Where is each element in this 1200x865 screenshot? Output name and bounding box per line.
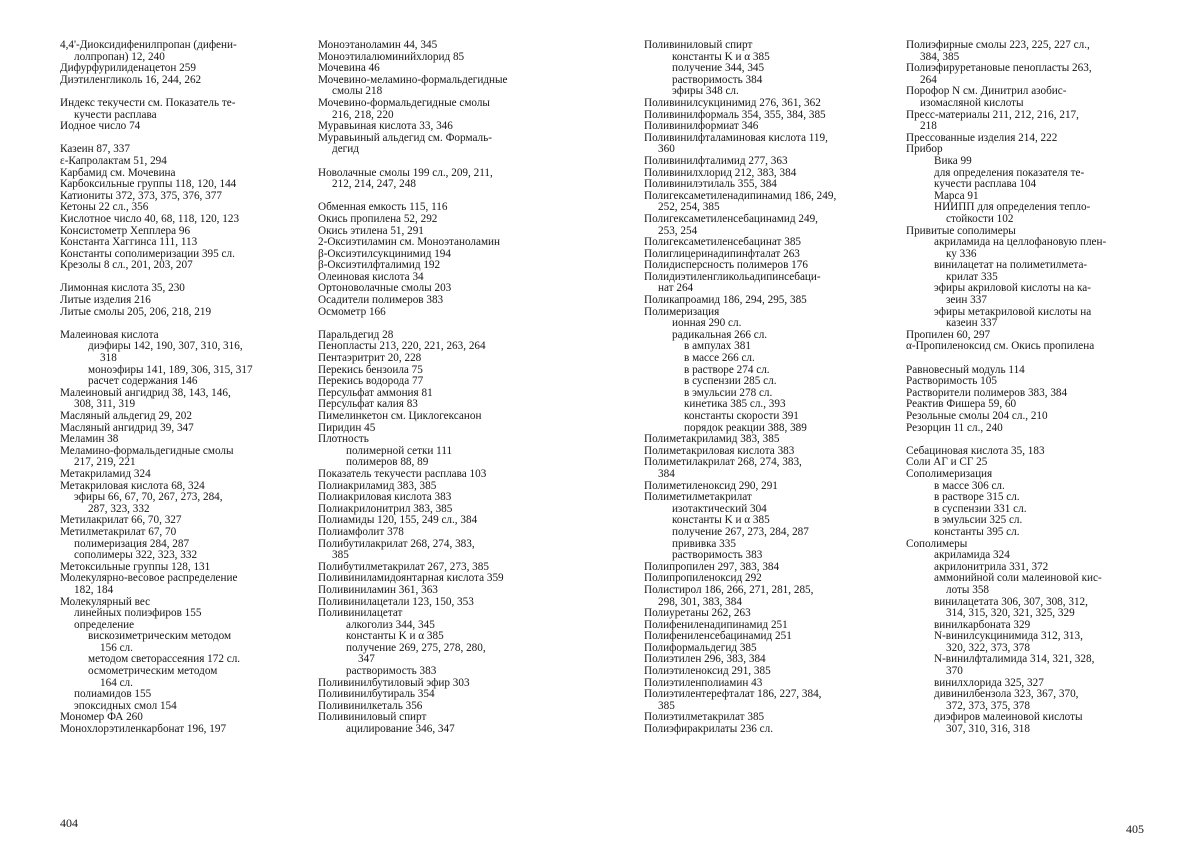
index-entry: Полимеризация (644, 305, 720, 318)
index-entry: Полипропилен 297, 383, 384 (644, 560, 780, 573)
index-subentry: алкоголиз 344, 345 (346, 618, 435, 631)
index-entry: 4,4'-Диоксидифенилпропан (дифени- (60, 39, 237, 51)
index-entry: Привитые сополимеры (906, 224, 1016, 237)
index-entry: Малеиновая кислота (60, 328, 159, 341)
index-subentry: стойкости 102 (946, 212, 1014, 225)
index-entry: Пиридин 45 (318, 421, 376, 434)
index-entry: Поливинилфталимид 277, 363 (644, 154, 788, 167)
index-subentry: константы 395 сл. (934, 525, 1020, 538)
index-entry: Полиакрилонитрил 383, 385 (318, 502, 453, 515)
index-entry: Новолачные смолы 199 сл., 209, 211, (318, 166, 493, 179)
index-entry: Полиметиленоксид 290, 291 (644, 479, 778, 492)
index-entry: Молекулярно-весовое распределение (60, 572, 238, 585)
index-entry: Катиониты 372, 373, 375, 376, 377 (60, 189, 222, 202)
index-subentry: N-винилсукцинимида 312, 313, (934, 630, 1083, 643)
entry-spacer (906, 353, 1146, 365)
index-subentry: вискозиметрическим методом (88, 630, 232, 643)
index-subentry: 347 (358, 653, 375, 666)
index-entry: Персульфат аммония 81 (318, 386, 433, 399)
index-entry: Полиэтиленоксид 291, 385 (644, 665, 771, 678)
index-subentry: в растворе 315 сл. (934, 491, 1020, 504)
index-subentry: радикальная 266 сл. (672, 328, 768, 341)
index-entry: Полиформальдегид 385 (644, 641, 757, 654)
index-subentry: в ампулах 381 (684, 340, 751, 353)
index-entry: Полиметакриловая кислота 383 (644, 444, 795, 457)
index-subentry: растворимость 383 (672, 549, 763, 562)
index-subentry: эфиры метакриловой кислоты на (934, 305, 1092, 318)
index-entry: Карбамид см. Мочевина (60, 166, 176, 179)
index-subentry: 372, 373, 375, 378 (946, 699, 1030, 712)
index-entry: Поливиниловый спирт (644, 39, 753, 51)
page-gutter (598, 0, 599, 865)
index-subentry: порядок реакции 388, 389 (684, 421, 807, 434)
index-subentry: Вика 99 (934, 154, 972, 167)
index-entry: Мочевино-меламино-формальдегидные (318, 73, 508, 86)
index-subentry: получение 267, 273, 284, 287 (672, 525, 809, 538)
index-subentry: 212, 214, 247, 248 (332, 178, 416, 191)
index-entry: Метакриловая кислота 68, 324 (60, 479, 205, 492)
index-entry: Осадители полимеров 383 (318, 294, 444, 307)
index-subentry: в суспензии 331 сл. (934, 502, 1027, 515)
index-entry: Полидиэтиленгликольадипинсебаци- (644, 270, 821, 283)
index-subentry: диэфиров малеиновой кислоты (934, 711, 1083, 724)
index-subentry: аммонийной соли малеиновой кис- (934, 572, 1102, 585)
index-subentry: прививка 335 (672, 537, 736, 550)
index-subentry: определение (74, 618, 135, 631)
index-entry: Пенопласты 213, 220, 221, 263, 264 (318, 340, 486, 353)
index-entry: Казеин 87, 337 (60, 143, 130, 156)
index-entry: Поливинилбутираль 354 (318, 688, 435, 701)
index-entry: Показатель текучести расплава 103 (318, 467, 487, 480)
index-entry: Полиамиды 120, 155, 249 сл., 384 (318, 514, 478, 527)
left-page-column-1 (60, 40, 300, 736)
index-entry: Полистирол 186, 266, 271, 281, 285, (644, 583, 814, 596)
index-entry: Диэтиленгликоль 16, 244, 262 (60, 73, 202, 86)
index-entry: Себациновая кислота 35, 183 (906, 444, 1045, 457)
index-entry: Монохлорэтиленкарбонат 196, 197 (60, 723, 227, 736)
left-page-number: 404 (60, 816, 78, 830)
index-entry: Мочевино-формальдегидные смолы (318, 96, 490, 109)
index-entry: Иодное число 74 (60, 120, 141, 133)
index-subentry: полимеров 88, 89 (346, 456, 429, 469)
index-entry: β-Оксиэтилфталимид 192 (318, 259, 441, 272)
index-entry: Ортоноволачные смолы 203 (318, 282, 452, 295)
index-entry: Поливиниламидоянтарная кислота 359 (318, 572, 504, 585)
index-entry: Полиэтилен 296, 383, 384 (644, 653, 766, 666)
index-entry: Метилакрилат 66, 70, 327 (60, 514, 182, 527)
index-entry: Полибутилакрилат 268, 274, 383, (318, 537, 475, 550)
index-entry: Меламин 38 (60, 433, 119, 446)
index-subentry: 308, 311, 319 (74, 398, 136, 411)
index-entry: Поливиниловый спирт (318, 711, 427, 724)
index-entry: Константа Хаггинса 111, 113 (60, 236, 198, 249)
index-subentry: 298, 301, 383, 384 (658, 595, 742, 608)
index-entry: Молекулярный вес (60, 595, 151, 608)
index-subentry: в суспензии 285 сл. (684, 375, 777, 388)
index-subentry: 384, 385 (920, 50, 960, 63)
index-subentry: в эмульсии 278 сл. (684, 386, 773, 399)
index-subentry: осмометрическим методом (88, 665, 218, 678)
index-entry: Дифурфурилиденацетон 259 (60, 62, 196, 75)
index-subentry: акриламида на целлофановую плен- (934, 236, 1107, 249)
index-entry: Резольные смолы 204 сл., 210 (906, 410, 1048, 422)
index-subentry: расчет содержания 146 (88, 375, 198, 388)
index-entry: Полиметилметакрилат (644, 491, 752, 504)
index-entry: Пентаэритрит 20, 228 (318, 352, 422, 365)
index-subentry: эфиры 348 сл. (672, 85, 739, 98)
index-subentry: 307, 310, 316, 318 (946, 723, 1030, 736)
index-entry: Поливинилбутиловый эфир 303 (318, 676, 470, 689)
index-entry: Поливинилформаль 354, 355, 384, 385 (644, 108, 826, 121)
index-entry: Сополимеризация (906, 467, 993, 480)
index-entry: Прибор (906, 143, 943, 156)
index-entry: Мономер ФА 260 (60, 711, 143, 724)
index-entry: Окись пропилена 52, 292 (318, 212, 438, 225)
index-entry: 2-Оксиэтиламин см. Моноэтаноламин (318, 236, 501, 249)
index-subentry: винилацетат на полиметилмета- (934, 259, 1088, 272)
index-entry: Полиэтилметакрилат 385 (644, 711, 765, 724)
index-entry: Перекись водорода 77 (318, 375, 424, 388)
index-entry: Порофор N см. Динитрил азобис- (906, 85, 1067, 98)
index-entry: Полиэтилентерефталат 186, 227, 384, (644, 688, 822, 701)
index-entry: α-Пропиленоксид см. Окись пропилена (906, 340, 1095, 353)
index-subentry: нат 264 (658, 282, 694, 295)
index-entry: Поливинилкеталь 356 (318, 699, 423, 712)
index-entry: Кислотное число 40, 68, 118, 120, 123 (60, 212, 240, 225)
index-entry: Муравьиная кислота 33, 346 (318, 120, 453, 133)
index-entry: Полифениленадипинамид 251 (644, 618, 788, 631)
index-subentry: изотактический 304 (672, 502, 767, 515)
index-entry: Полибутилметакрилат 267, 273, 385 (318, 560, 489, 573)
index-entry: Равновесный модуль 114 (906, 363, 1025, 376)
index-subentry: константы K и α 385 (672, 514, 770, 527)
index-subentry: 360 (658, 143, 675, 156)
index-subentry: получение 269, 275, 278, 280, (346, 641, 486, 654)
index-entry: Полиэфиракрилаты 236 сл. (644, 723, 774, 736)
index-entry: Метоксильные группы 128, 131 (60, 560, 211, 573)
index-subentry: винилхлорида 325, 327 (934, 676, 1044, 689)
index-entry: Полифениленсебацинамид 251 (644, 630, 792, 643)
index-entry: Консистометр Хепплера 96 (60, 224, 191, 237)
index-entry: Поливинилсукцинимид 276, 361, 362 (644, 96, 821, 109)
index-subentry: 252, 254, 385 (658, 201, 720, 214)
index-entry: Масляный ангидрид 39, 347 (60, 421, 194, 434)
index-subentry: акриламида 324 (934, 549, 1010, 562)
index-entry: Полиакриламид 383, 385 (318, 479, 437, 492)
index-subentry: дегид (332, 143, 359, 156)
index-entry: Полипропиленоксид 292 (644, 572, 762, 585)
index-subentry: 218 (920, 120, 937, 133)
index-subentry: в растворе 274 сл. (684, 363, 770, 376)
index-entry: Полиэфирные смолы 223, 225, 227 сл., (906, 39, 1090, 51)
right-page-column-2 (906, 40, 1146, 736)
index-entry: Полиэтиленполиамин 43 (644, 676, 763, 689)
right-page-column-1 (644, 40, 889, 736)
index-subentry: 253, 254 (658, 224, 698, 237)
index-entry: Полиакриловая кислота 383 (318, 491, 452, 504)
index-entry: Обменная емкость 115, 116 (318, 201, 448, 214)
index-subentry: эфиры акриловой кислоты на ка- (934, 282, 1091, 295)
index-subentry: полиамидов 155 (74, 688, 152, 701)
index-entry: Метилметакрилат 67, 70 (60, 525, 177, 538)
index-entry: Литые смолы 205, 206, 218, 219 (60, 305, 212, 318)
index-entry: Масляный альдегид 29, 202 (60, 410, 192, 422)
index-subentry: растворимость 383 (346, 665, 437, 678)
index-subentry: 385 (332, 549, 349, 562)
index-subentry: лолпропан) 12, 240 (74, 50, 165, 63)
index-entry: Пресс-материалы 211, 212, 216, 217, (906, 108, 1079, 121)
index-subentry: константы скорости 391 (684, 410, 799, 422)
index-entry: Меламино-формальдегидные смолы (60, 444, 234, 457)
index-entry: Полиуретаны 262, 263 (644, 607, 751, 620)
index-entry: Моноэтилалюминийхлорид 85 (318, 50, 465, 63)
index-entry: Прессованные изделия 214, 222 (906, 131, 1058, 144)
index-subentry: смолы 218 (332, 85, 383, 98)
index-subentry: 370 (946, 665, 963, 678)
index-subentry: изомасляной кислоты (920, 96, 1024, 109)
index-subentry: ацилирование 346, 347 (346, 723, 455, 736)
index-entry: Паральдегид 28 (318, 328, 394, 341)
index-subentry: сополимеры 322, 323, 332 (74, 549, 198, 562)
index-entry: Литые изделия 216 (60, 294, 151, 307)
index-subentry: Марса 91 (934, 189, 979, 202)
index-entry: Полигексаметиленадипинамид 186, 249, (644, 189, 837, 202)
index-entry: Растворители полимеров 383, 384 (906, 386, 1068, 399)
index-subentry: в массе 306 сл. (934, 479, 1005, 492)
index-subentry: лоты 358 (946, 583, 990, 596)
index-entry: Резорцин 11 сл., 240 (906, 421, 1003, 434)
index-subentry: 182, 184 (74, 583, 114, 596)
index-subentry: дивинилбензола 323, 367, 370, (934, 688, 1079, 701)
index-subentry: константы K и α 385 (672, 50, 770, 63)
index-subentry: N-винилфталимида 314, 321, 328, (934, 653, 1095, 666)
index-subentry: константы K и α 385 (346, 630, 444, 643)
index-entry: Сополимеры (906, 537, 968, 550)
index-entry: Муравьиный альдегид см. Формаль- (318, 131, 492, 144)
index-entry: Полиглицеринадипинфталат 263 (644, 247, 800, 260)
index-entry: Мочевина 46 (318, 62, 380, 75)
index-subentry: кинетика 385 сл., 393 (684, 398, 786, 411)
index-entry: Полиамфолит 378 (318, 525, 404, 538)
index-entry: Олеиновая кислота 34 (318, 270, 424, 283)
index-entry: Полиметилакрилат 268, 274, 383, (644, 456, 802, 469)
index-entry: Осмометр 166 (318, 305, 386, 318)
index-entry: Полигексаметиленсебацинат 385 (644, 236, 802, 249)
index-subentry: винилкарбоната 329 (934, 618, 1031, 631)
entry-spacer (318, 156, 568, 168)
index-subentry: получение 344, 345 (672, 62, 765, 75)
index-subentry: полимеризация 284, 287 (74, 537, 190, 550)
index-subentry: 385 (658, 699, 675, 712)
index-subentry: в массе 266 сл. (684, 352, 755, 365)
index-entry: Поликапроамид 186, 294, 295, 385 (644, 294, 807, 307)
index-subentry: кучести расплава 104 (934, 178, 1037, 191)
index-subentry: ионная 290 сл. (672, 317, 742, 330)
index-entry: Метакриламид 324 (60, 467, 151, 480)
left-page-column-2 (318, 40, 568, 736)
index-subentry: 314, 315, 320, 321, 325, 329 (946, 607, 1075, 620)
index-subentry: для определения показателя те- (934, 166, 1085, 179)
right-page-number: 405 (1126, 822, 1144, 836)
index-entry: Полигексаметиленсебацинамид 249, (644, 212, 818, 225)
index-entry: Кетоны 22 сл., 356 (60, 201, 149, 214)
index-entry: Моноэтаноламин 44, 345 (318, 39, 438, 51)
index-entry: Карбоксильные группы 118, 120, 144 (60, 178, 237, 191)
index-entry: Поливинилформиат 346 (644, 120, 759, 133)
index-subentry: кучести расплава (74, 108, 157, 121)
index-entry: β-Оксиэтилсукцинимид 194 (318, 247, 451, 260)
index-subentry: 156 сл. (100, 641, 133, 654)
index-entry: Лимонная кислота 35, 230 (60, 282, 185, 295)
index-subentry: эпоксидных смол 154 (74, 699, 177, 712)
index-entry: Константы сополимеризации 395 сл. (60, 247, 235, 260)
index-subentry: 318 (100, 352, 117, 365)
index-entry: Плотность (318, 433, 369, 446)
index-entry: Полиэфируретановые пенопласты 263, (906, 62, 1092, 75)
index-subentry: растворимость 384 (672, 73, 763, 86)
index-entry: Окись этилена 51, 291 (318, 224, 424, 237)
index-entry: Поливинилацетат (318, 607, 403, 620)
index-entry: Полидисперсность полимеров 176 (644, 259, 808, 272)
index-subentry: зеин 337 (946, 294, 987, 307)
index-subentry: 320, 322, 373, 378 (946, 641, 1030, 654)
index-entry: Растворимость 105 (906, 375, 997, 388)
index-subentry: винилацетата 306, 307, 308, 312, (934, 595, 1088, 608)
index-subentry: 217, 219, 221 (74, 456, 136, 469)
index-subentry: в эмульсии 325 сл. (934, 514, 1023, 527)
index-subentry: 164 сл. (100, 676, 133, 689)
index-subentry: 264 (920, 73, 937, 86)
index-entry: Поливинилацетали 123, 150, 353 (318, 595, 474, 608)
index-subentry: казеин 337 (946, 317, 998, 330)
index-entry: Персульфат калия 83 (318, 398, 418, 411)
index-subentry: 216, 218, 220 (332, 108, 394, 121)
index-entry: Поливинилфталаминовая кислота 119, (644, 131, 828, 144)
index-subentry: НИИПП для определения тепло- (934, 201, 1091, 214)
index-entry: Реактив Фишера 59, 60 (906, 398, 1017, 411)
index-subentry: акрилонитрила 331, 372 (934, 560, 1049, 573)
index-entry: Поливиниламин 361, 363 (318, 583, 438, 596)
index-subentry: эфиры 66, 67, 70, 267, 273, 284, (74, 491, 223, 504)
index-entry: Пимелинкетон см. Циклогексанон (318, 410, 482, 422)
index-subentry: диэфиры 142, 190, 307, 310, 316, (88, 340, 243, 353)
index-subentry: крилат 335 (946, 270, 998, 283)
index-subentry: ку 336 (946, 247, 977, 260)
index-entry: Полиметакриламид 383, 385 (644, 433, 780, 446)
index-entry: Индекс текучести см. Показатель те- (60, 96, 236, 109)
index-subentry: 384 (658, 467, 675, 480)
index-entry: Пропилен 60, 297 (906, 328, 991, 341)
index-entry: Крезолы 8 сл., 201, 203, 207 (60, 259, 193, 272)
index-entry: Малеиновый ангидрид 38, 143, 146, (60, 386, 231, 399)
index-subentry: линейных полиэфиров 155 (74, 607, 202, 620)
index-entry: Поливинилхлорид 212, 383, 384 (644, 166, 797, 179)
index-subentry: 287, 323, 332 (88, 502, 150, 515)
index-entry: Поливинилэтилаль 355, 384 (644, 178, 777, 191)
index-entry: Соли АГ и СГ 25 (906, 456, 988, 469)
index-subentry: моноэфиры 141, 189, 306, 315, 317 (88, 363, 253, 376)
index-subentry: полимерной сетки 111 (346, 444, 453, 457)
index-entry: ε-Капролактам 51, 294 (60, 154, 167, 167)
index-subentry: методом светорассеяния 172 сл. (88, 653, 241, 666)
index-entry: Перекись бензоила 75 (318, 363, 423, 376)
